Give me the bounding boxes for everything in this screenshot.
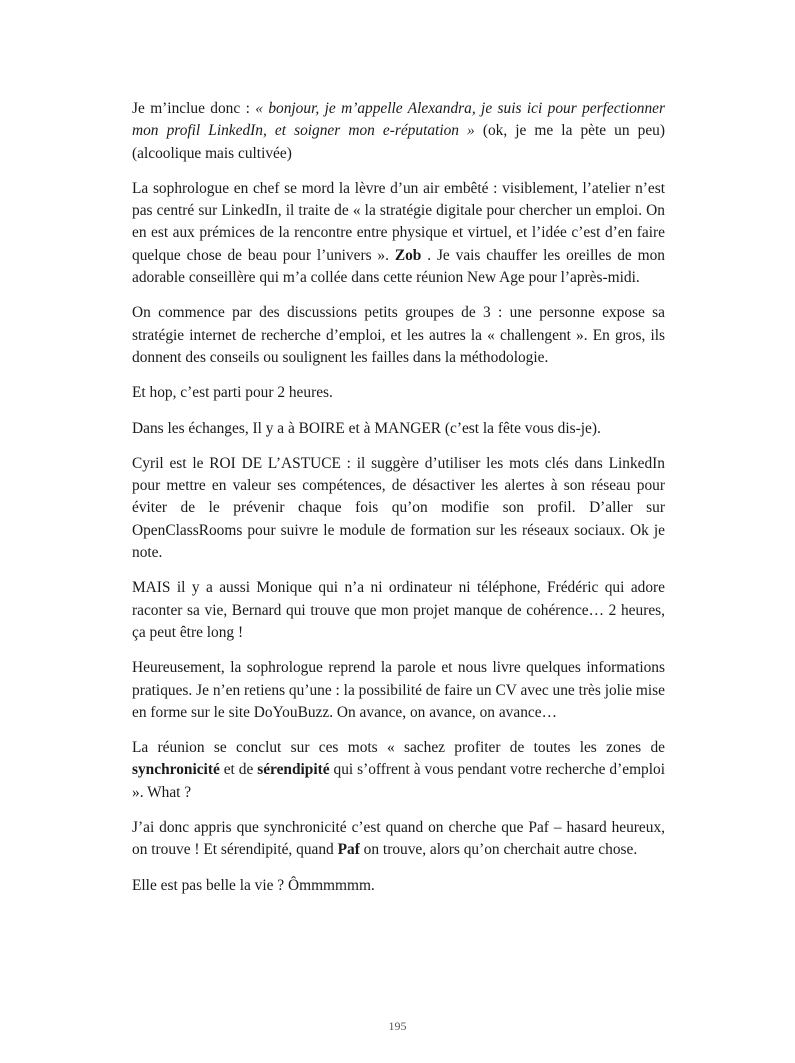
p9-bold-synchronicite: synchronicité	[132, 761, 220, 779]
p1-quote: « bonjour, je m’appelle Alexandra, je suis ici pour perfectionner mon profil LinkedIn, et soigner mon e-réputation »	[132, 100, 666, 140]
paragraph-8: Heureusement, la sophrologue reprend la parole et nous livre quelques informations pratiques. Je n’en retiens qu’une : la possibilité de faire un CV avec une très jolie mise en forme sur le site DoYouBuzz. On avance, on avance, on avance…	[132, 659, 665, 721]
paragraph-5: Dans les échanges, Il y a à BOIRE et à MANGER (c’est la fête vous dis-je).	[132, 419, 601, 437]
paragraph-11: Elle est pas belle la vie ? Ômmmmmm.	[132, 876, 375, 894]
p10-intro: J’ai donc appris que synchronicité c’est quand on cherche que Paf – hasard heureux, on trouve ! Et sérendipité, quand	[132, 819, 665, 859]
paragraph-3: On commence par des discussions petits groupes de 3 : une personne expose sa stratégie internet de recherche d’emploi, et les autres la « challengent ». En gros, ils donnent des conseils ou soulignent les failles dans la méthodologie.	[132, 304, 665, 366]
p9-tail: qui s’offrent à vous pendant votre recherche d’emploi ». What ?	[132, 761, 665, 801]
paragraph-9	[132, 737, 665, 804]
p10-bold: Paf	[337, 841, 360, 859]
p9-mid: et de	[219, 761, 258, 779]
page-number: 195	[388, 1019, 407, 1033]
paragraph-4: Et hop, c’est parti pour 2 heures.	[132, 384, 333, 402]
paragraph-7: MAIS il y a aussi Monique qui n’a ni ordinateur ni téléphone, Frédéric qui adore raconter sa vie, Bernard qui trouve que mon projet manque de cohérence… 2 heures, ça peut être long !	[132, 579, 665, 641]
paragraph-1	[132, 98, 665, 165]
paragraph-6: Cyril est le ROI DE L’ASTUCE : il suggère d’utiliser les mots clés dans LinkedIn pour mettre en valeur ses compétences, de désactiver les alertes à son réseau pour éviter de le prévenir chaque fois qu’on modifie son profil. D’aller sur OpenClassRooms pour suivre le module de formation sur les réseaux sociaux. Ok je note.	[132, 454, 665, 562]
p2-text: La sophrologue en chef se mord la lèvre d’un air embêté : visiblement, l’atelier n’est pas centré sur LinkedIn, il traite de « la stratégie digitale pour chercher un emploi. On en est aux prémices de la rencontre entre physique et virtuel, et l’idée c’est d’en faire quelque chose de beau pour l’univers ».	[132, 179, 665, 264]
paragraph-2	[132, 178, 665, 289]
p2-bold: Zob	[394, 246, 422, 264]
p9-bold-serendipite: sérendipité	[257, 761, 330, 779]
body-text	[132, 98, 665, 910]
p9-intro: La réunion se conclut sur ces mots « sachez profiter de toutes les zones de	[132, 739, 665, 757]
paragraph-10	[132, 817, 665, 862]
p1-tail: (ok, je me la pète un peu)(alcoolique mais cultivée)	[132, 122, 665, 162]
p10-tail: on trouve, alors qu’on cherchait autre chose.	[359, 841, 638, 859]
p2-tail: . Je vais chauffer les oreilles de mon adorable conseillère qui m’a collée dans cette réunion New Age pour l’après-midi.	[132, 246, 665, 287]
p1-intro: Je m’inclue donc :	[132, 100, 256, 117]
